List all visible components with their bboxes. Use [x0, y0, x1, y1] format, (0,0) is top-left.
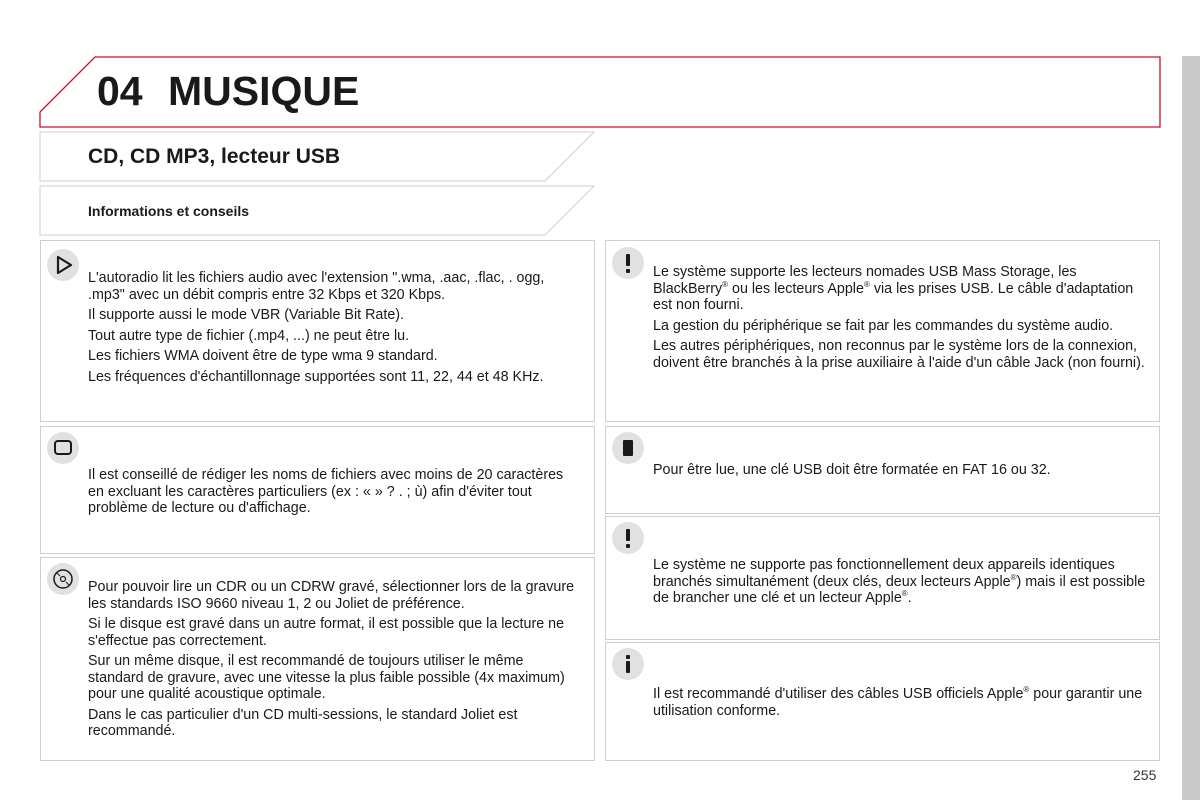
paragraph: Les fichiers WMA doivent être de type wma 9 standard.	[88, 348, 438, 364]
paragraph: Tout autre type de fichier (.mp4, ...) ne peut être lu.	[88, 327, 410, 344]
info-panel-usb-devices	[605, 240, 1160, 422]
info-icon	[612, 648, 644, 680]
chapter-title: MUSIQUE	[168, 68, 360, 114]
registered-mark: ®	[722, 279, 729, 289]
paragraph	[653, 557, 1148, 607]
text-span: .	[907, 590, 912, 606]
text-span: via les prises USB. Le câble d'adaptation est non fourni.	[653, 280, 1134, 313]
info-panel-file-names	[40, 426, 595, 554]
text-span: Le système supporte les lecteurs nomades USB Mass Storage, les BlackBerry	[653, 264, 1077, 297]
registered-mark: ®	[1010, 572, 1017, 582]
warning-icon	[612, 522, 644, 554]
paragraph: L'autoradio lit les fichiers audio avec l'extension ".wma, .aac, .flac, . ogg, .mp3" avec un débit compris entre 32 Kbps et 320 Kbps.	[88, 270, 545, 303]
registered-mark: ®	[863, 279, 870, 289]
text-span: ou les lecteurs Apple	[728, 280, 864, 297]
warning-icon	[612, 247, 644, 279]
registered-mark: ®	[901, 589, 908, 599]
paragraph: Il supporte aussi le mode VBR (Variable Bit Rate).	[88, 307, 404, 323]
info-panel-apple-cables	[605, 642, 1160, 761]
paragraph: Pour pouvoir lire un CDR ou un CDRW gravé, sélectionner lors de la gravure les standards ISO 9660 niveau 1, 2 ou Joliet de préférence.	[88, 579, 575, 612]
registered-mark: ®	[1023, 685, 1030, 695]
panel-text	[653, 264, 1148, 375]
paragraph: La gestion du périphérique se fait par les commandes du système audio.	[653, 317, 1114, 334]
panel-text	[88, 467, 583, 521]
panel-text	[653, 462, 1148, 483]
page-number: 255	[1133, 767, 1157, 783]
panel-text	[653, 686, 1148, 723]
section-title: CD, CD MP3, lecteur USB	[88, 145, 341, 168]
play-icon	[47, 249, 79, 281]
panel-text	[88, 270, 578, 389]
text-span: ) mais il est possible de brancher une clé et un lecteur Apple	[653, 573, 1146, 606]
info-panel-cd-burning	[40, 557, 595, 761]
info-panel-usb-format	[605, 426, 1160, 514]
panel-text	[653, 557, 1148, 611]
paragraph	[653, 686, 1148, 719]
paragraph: Si le disque est gravé dans un autre format, il est possible que la lecture ne s'effectue pas correctement.	[88, 616, 565, 649]
info-panel-identical-devices	[605, 516, 1160, 640]
usb-key-icon	[612, 432, 644, 464]
text-span: Le système ne supporte pas fonctionnellement deux appareils identiques branchés simultanément (deux clés, deux lecteurs Apple	[653, 557, 1115, 590]
paragraph	[653, 264, 1148, 314]
subsection-title: Informations et conseils	[88, 203, 250, 219]
paragraph: Sur un même disque, il est recommandé de toujours utiliser le même standard de gravure, avec une vitesse la plus faible possible (4x maximum) pour une qualité acoustique optimale.	[88, 653, 565, 702]
paragraph: Les fréquences d'échantillonnage supportées sont 11, 22, 44 et 48 KHz.	[88, 368, 544, 385]
paragraph: Les autres périphériques, non reconnus par le système lors de la connexion, doivent être branchés à la prise auxiliaire à l'aide d'un câble Jack (non fourni).	[653, 338, 1145, 371]
paragraph: Dans le cas particulier d'un CD multi-sessions, le standard Joliet est recommandé.	[88, 706, 518, 739]
text-span: pour garantir une utilisation conforme.	[653, 686, 1143, 719]
panel-text	[88, 579, 583, 744]
disc-icon	[47, 563, 79, 595]
chapter-number: 04	[97, 68, 143, 114]
text-span: Il est recommandé d'utiliser des câbles USB officiels Apple	[653, 686, 1024, 702]
screen-icon	[47, 432, 79, 464]
paragraph: Il est conseillé de rédiger les noms de fichiers avec moins de 20 caractères en excluant les caractères particuliers (ex : « » ? . ; ù) afin d'éviter tout problème de lecture ou d'affichage.	[88, 467, 564, 516]
info-panel-audio-formats	[40, 240, 595, 422]
paragraph: Pour être lue, une clé USB doit être formatée en FAT 16 ou 32.	[653, 462, 1051, 478]
